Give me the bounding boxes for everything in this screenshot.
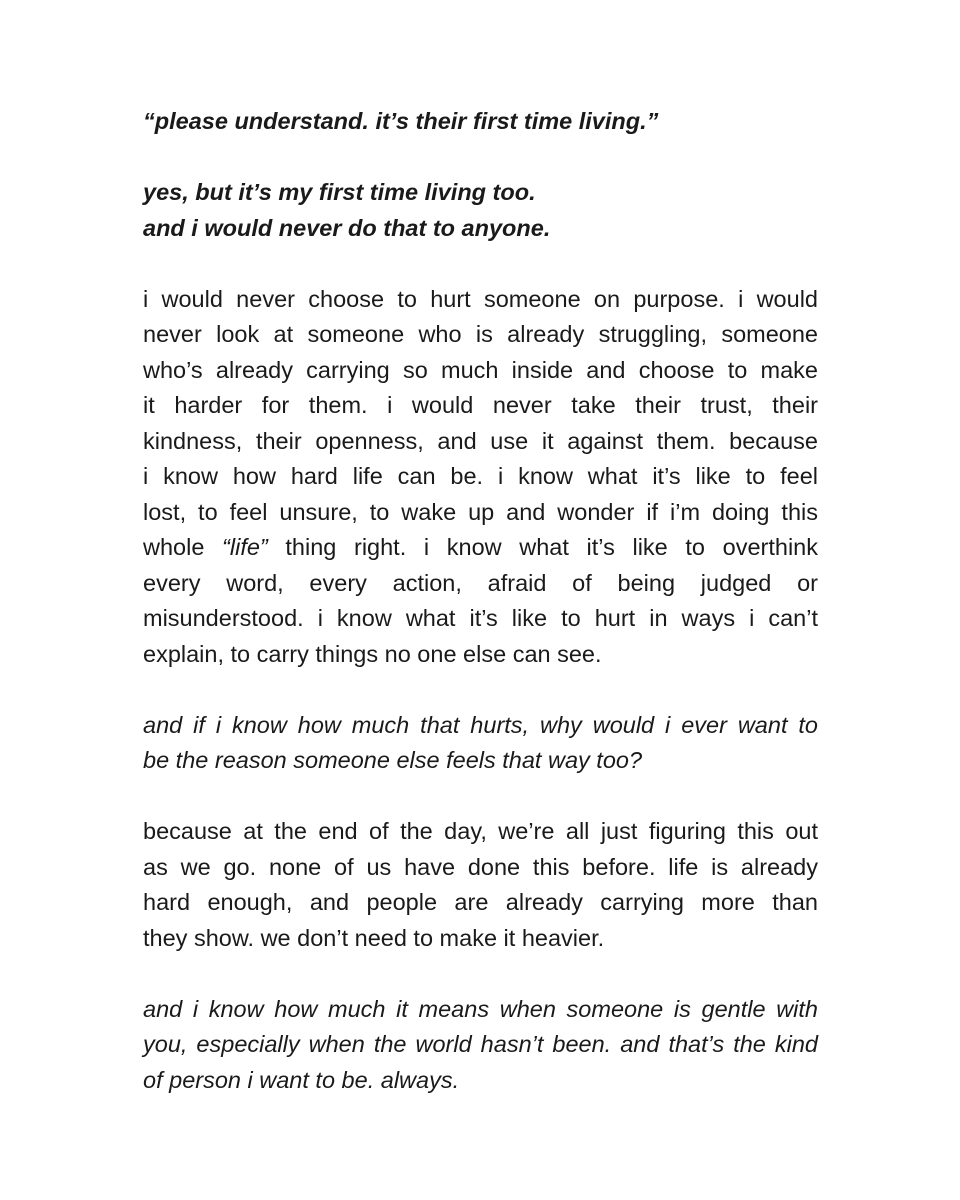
paragraph-1-line: misunderstood. i know what it’s like to hurt in ways i can’t — [143, 605, 818, 631]
paragraph-2-line: be the reason someone else feels that way too? — [143, 747, 643, 773]
paragraph-1-line: i would never choose to hurt someone on purpose. i would — [143, 285, 818, 312]
spacer — [143, 672, 818, 708]
paragraph-4-line: you, especially when the world hasn’t been. and that’s the kind — [143, 1031, 818, 1057]
paragraph-3 — [143, 814, 818, 956]
paragraph-1-line — [143, 530, 818, 566]
paragraph-1-line: kindness, their openness, and use it against them. because — [143, 427, 818, 454]
response-block — [143, 175, 818, 246]
paragraph-3-line: as we go. none of us have done this before. life is already — [143, 853, 818, 880]
response-line-2: and i would never do that to anyone. — [143, 214, 551, 241]
paragraph-3-line: because at the end of the day, we’re all just figuring this out — [143, 818, 818, 844]
paragraph-1-line: lost, to feel unsure, to wake up and wonder if i’m doing this — [143, 498, 818, 525]
paragraph-1-line: it harder for them. i would never take their trust, their — [143, 392, 818, 418]
intro-quote-block — [143, 104, 818, 140]
paragraph-1-line: every word, every action, afraid of being judged or — [143, 569, 818, 596]
paragraph-1-line: never look at someone who is already struggling, someone — [143, 321, 818, 347]
intro-quote: “please understand. it’s their first time living.” — [143, 108, 659, 134]
paragraph-2-line: and if i know how much that hurts, why would i ever want to — [143, 711, 818, 738]
paragraph-3-line: they show. we don’t need to make it heavier. — [143, 924, 605, 951]
response-line-1: yes, but it’s my first time living too. — [143, 179, 536, 205]
line-text-start: whole — [143, 534, 223, 560]
italic-life: “life” — [222, 534, 268, 560]
paragraph-1-line: explain, to carry things no one else can see. — [143, 640, 602, 667]
spacer — [143, 956, 818, 992]
paragraph-4-line: and i know how much it means when someone is gentle with — [143, 995, 818, 1022]
spacer — [143, 779, 818, 815]
paragraph-1-line: i know how hard life can be. i know what it’s like to feel — [143, 463, 818, 489]
spacer — [143, 246, 818, 282]
line-text-end: thing right. i know what it’s like to overthink — [267, 534, 818, 560]
paragraph-4 — [143, 992, 818, 1099]
paragraph-3-line: hard enough, and people are already carrying more than — [143, 889, 818, 915]
paragraph-4-line: of person i want to be. always. — [143, 1066, 460, 1093]
paragraph-1 — [143, 282, 818, 673]
paragraph-2 — [143, 708, 818, 779]
poem-page — [143, 104, 818, 1098]
paragraph-1-line: who’s already carrying so much inside and choose to make — [143, 356, 818, 383]
spacer — [143, 140, 818, 176]
